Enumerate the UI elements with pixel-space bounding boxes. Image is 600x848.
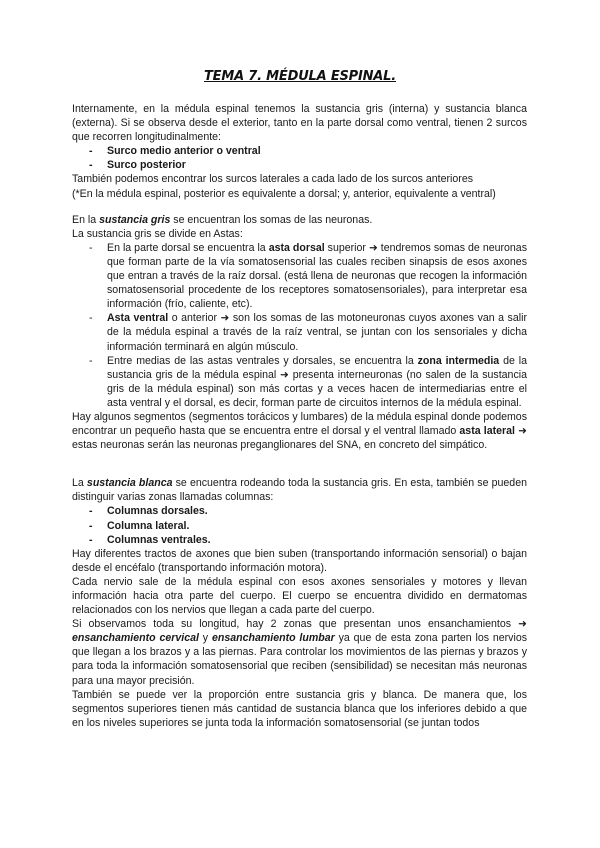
ensanchamientos-paragraph: Si observamos toda su longitud, hay 2 zonas que presentan unos ensanchamientos ➜ ensanchamiento cervical y ensanchamiento lumbar ya que de esta zona parten los nervios que llegan a los brazos y a las piernas. Para controlar los movimientos de las piernas y brazos y para toda la información somatosensorial que reciben (sensibilidad) se necesitan más neuronas para una mayor precisión. bbox=[72, 618, 528, 687]
surcos-laterales-paragraph: También podemos encontrar los surcos laterales a cada lado de los surcos anteriores bbox=[72, 173, 474, 186]
term-zona-intermedia: zona intermedia bbox=[417, 354, 500, 367]
list-item-asta-ventral: - Asta ventral o anterior ➜ son los somas de las motoneuronas cuyos axones van a salir de la médula espinal a través de la raíz ventral, se juntan con los sensoriales y dicha información terminará en algún músculo. bbox=[72, 311, 527, 353]
term-asta-lateral: asta lateral bbox=[459, 425, 515, 438]
list-item: - Columnas ventrales. bbox=[72, 533, 527, 547]
page-title: TEMA 7. MÉDULA ESPINAL. bbox=[204, 69, 396, 84]
list-item-asta-dorsal: - En la parte dorsal se encuentra la asta dorsal superior ➜ tendremos somas de neuronas que forman parte de la vía somatosensorial las cuales reciben sinapsis de esos axones que entran a través de la raíz dorsal. (está llena de neuronas que recogen la información somatosensorial procedente de los receptores somatosensoriales), para interpretar esa información (frío, caliente, etc). bbox=[72, 241, 527, 311]
term-ensanchamiento-lumbar: ensanchamiento lumbar bbox=[211, 632, 335, 645]
asta-lateral-paragraph: Hay algunos segmentos (segmentos torácicos y lumbares) de la médula espinal donde podemos encontrar un pequeño hasta que se encuentra entre el dorsal y el ventral llamado asta lateral ➜ estas neuronas serán las neuronas preganglionares del SNA, en concreto del simpático. bbox=[72, 410, 527, 452]
term-ensanchamiento-cervical: ensanchamiento cervical bbox=[72, 632, 199, 645]
term-asta-dorsal: asta dorsal bbox=[268, 241, 325, 254]
term-sustancia-gris: sustancia gris bbox=[99, 213, 171, 226]
list-item: - Surco posterior bbox=[72, 158, 527, 172]
columnas-list bbox=[72, 504, 527, 546]
term-sustancia-blanca: sustancia blanca bbox=[86, 477, 173, 490]
list-item: - Surco medio anterior o ventral bbox=[72, 144, 527, 158]
term-asta-ventral: Asta ventral bbox=[107, 312, 169, 325]
surcos-list bbox=[72, 144, 527, 172]
tractos-paragraph: Hay diferentes tractos de axones que bien suben (transportando información sensorial) o bajan desde el encéfalo (transportando información motora). bbox=[72, 547, 527, 574]
document-body bbox=[72, 102, 527, 730]
proporcion-paragraph: También se puede ver la proporción entre sustancia gris y blanca. De manera que, los segmentos superiores tienen más cantidad de sustancia blanca que los inferiores debido a que en los niveles superiores se junta toda la información somatosensorial (se juntan todos bbox=[72, 688, 527, 729]
list-item-zona-intermedia: - Entre medias de las astas ventrales y dorsales, se encuentra la zona intermedia de la sustancia gris de la médula espinal ➜ presenta interneuronas (no salen de la sustancia gris de la médula espinal) son más cortas y a veces hacen de intermediarias entre el asta ventral y el dorsal, es decir, forman parte de circuitos internos de la médula espinal. bbox=[72, 354, 527, 410]
astas-list bbox=[72, 241, 527, 410]
sustancia-gris-intro: En la sustancia gris se encuentran los somas de las neuronas. bbox=[72, 213, 373, 226]
astas-intro: La sustancia gris se divide en Astas: bbox=[72, 227, 243, 240]
sustancia-blanca-intro: La sustancia blanca se encuentra rodeando toda la sustancia gris. En esta, también se pueden distinguir varias zonas llamadas columnas: bbox=[72, 477, 527, 504]
equivalence-note: (*En la médula espinal, posterior es equivalente a dorsal; y, anterior, equivalente a ventral) bbox=[72, 187, 496, 200]
intro-paragraph: Internamente, en la médula espinal tenemos la sustancia gris (interna) y sustancia blanca (externa). Si se observa desde el exterior, tanto en la parte dorsal como ventral, tienen 2 surcos que recorren longitudinalmente: bbox=[72, 103, 527, 144]
list-item: - Columna lateral. bbox=[72, 519, 527, 533]
nervio-paragraph: Cada nervio sale de la médula espinal con esos axones sensoriales y motores y llevan información hacia otra parte del cuerpo. El cuerpo se encuentra dividido en dermatomas relacionados con los nervios que llegan a cada parte del cuerpo. bbox=[72, 575, 527, 617]
list-item: - Columnas dorsales. bbox=[72, 504, 527, 518]
